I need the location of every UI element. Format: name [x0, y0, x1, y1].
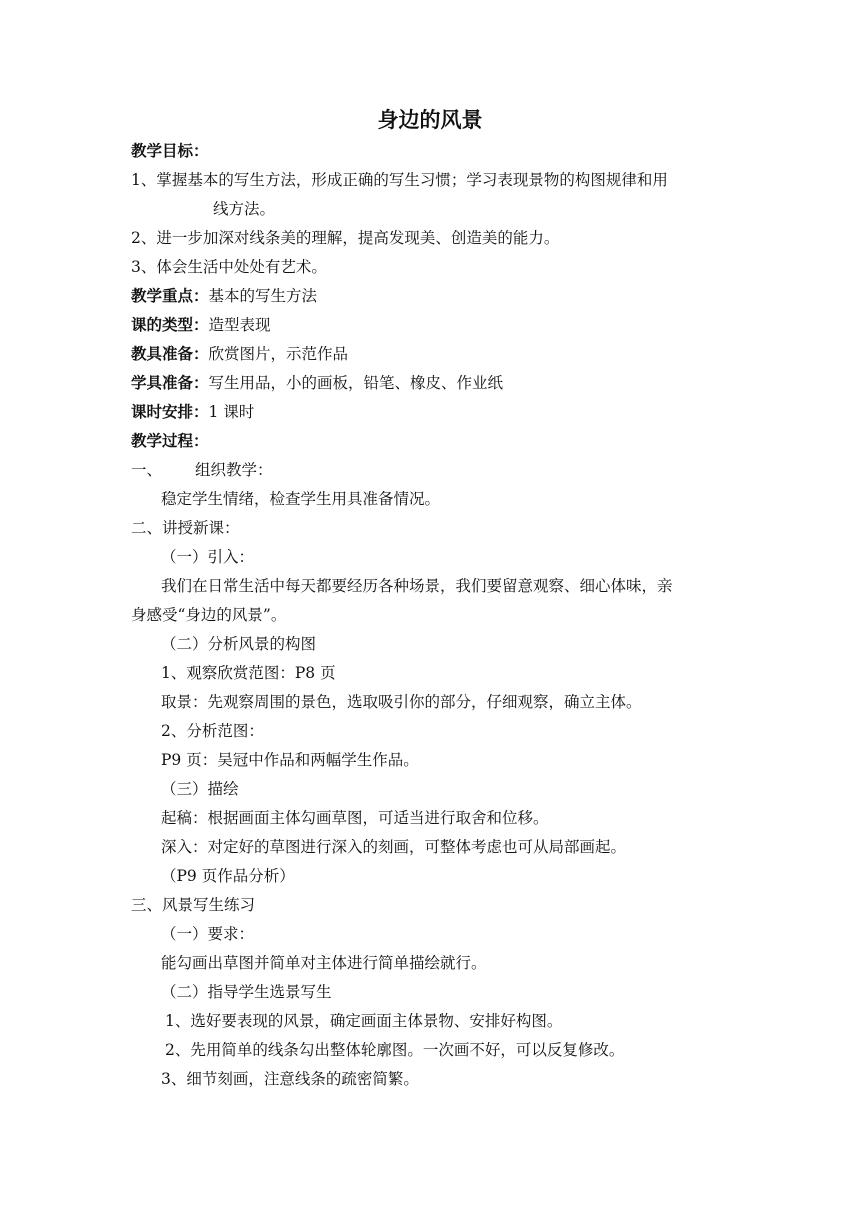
- objective-item-continuation: 线方法。: [213, 200, 276, 218]
- objective-item: 2、进一步加深对线条美的理解，提高发现美、创造美的能力。: [131, 229, 560, 247]
- section-heading: 三、风景写生练习: [131, 896, 256, 914]
- field-student-supplies: [131, 373, 503, 393]
- section-number: 一、: [131, 461, 163, 479]
- process-line: P9 页：吴冠中作品和两幅学生作品。: [161, 751, 419, 769]
- field-value: 写生用品，小的画板，铅笔、橡皮、作业纸: [208, 374, 504, 392]
- subsection-heading: （二）指导学生选景写生: [161, 983, 332, 1001]
- subsection-heading: （三）描绘: [161, 780, 239, 798]
- process-line: 1、选好要表现的风景，确定画面主体景物、安排好构图。: [165, 1012, 563, 1030]
- section-heading: 组织教学：: [195, 461, 273, 479]
- field-label: 学具准备：: [131, 374, 209, 392]
- field-value: 1 课时: [208, 403, 255, 421]
- process-line: 3、细节刻画，注意线条的疏密简繁。: [161, 1070, 419, 1088]
- field-label: 教具准备：: [131, 345, 209, 363]
- subsection-heading: （一）要求：: [161, 925, 255, 943]
- subsection-heading: （二）分析风景的构图: [161, 635, 317, 653]
- process-line: 2、先用简单的线条勾出整体轮廓图。一次画不好，可以反复修改。: [165, 1041, 625, 1059]
- objective-item: 3、体会生活中处处有艺术。: [131, 258, 327, 276]
- field-label: 课的类型：: [131, 316, 209, 334]
- field-value: 欣赏图片，示范作品: [208, 345, 349, 363]
- field-label: 教学重点：: [131, 287, 209, 305]
- process-line: 2、分析范图：: [161, 722, 264, 740]
- field-value: 基本的写生方法: [208, 287, 318, 305]
- process-line: 1、观察欣赏范图：P8 页: [161, 664, 336, 682]
- process-line-continuation: 身感受“身边的风景”。: [131, 606, 287, 624]
- process-line: （P9 页作品分析）: [161, 867, 295, 885]
- objectives-heading: 教学目标：: [131, 142, 209, 160]
- process-line: 能勾画出草图并简单对主体进行简单描绘就行。: [161, 954, 487, 972]
- field-value: 造型表现: [208, 316, 271, 334]
- document-title: 身边的风景: [377, 108, 483, 132]
- field-schedule: [131, 402, 254, 422]
- process-line: 我们在日常生活中每天都要经历各种场景，我们要留意观察、细心体味，亲: [161, 577, 673, 595]
- field-lesson-type: [131, 315, 271, 335]
- subsection-heading: （一）引入：: [161, 548, 255, 566]
- field-key-point: [131, 286, 317, 306]
- process-heading: 教学过程：: [131, 432, 209, 450]
- section-heading: 二、讲授新课：: [131, 519, 240, 537]
- field-teaching-aids: [131, 344, 348, 364]
- field-label: 课时安排：: [131, 403, 209, 421]
- process-line: 深入：对定好的草图进行深入的刻画，可整体考虑也可从局部画起。: [161, 838, 627, 856]
- process-line: 稳定学生情绪，检查学生用具准备情况。: [161, 490, 441, 508]
- process-line: 起稿：根据画面主体勾画草图，可适当进行取舍和位移。: [161, 809, 549, 827]
- process-line: 取景：先观察周围的景色，选取吸引你的部分，仔细观察，确立主体。: [161, 693, 642, 711]
- objective-item: 1、掌握基本的写生方法，形成正确的写生习惯；学习表现景物的构图规律和用: [131, 171, 668, 189]
